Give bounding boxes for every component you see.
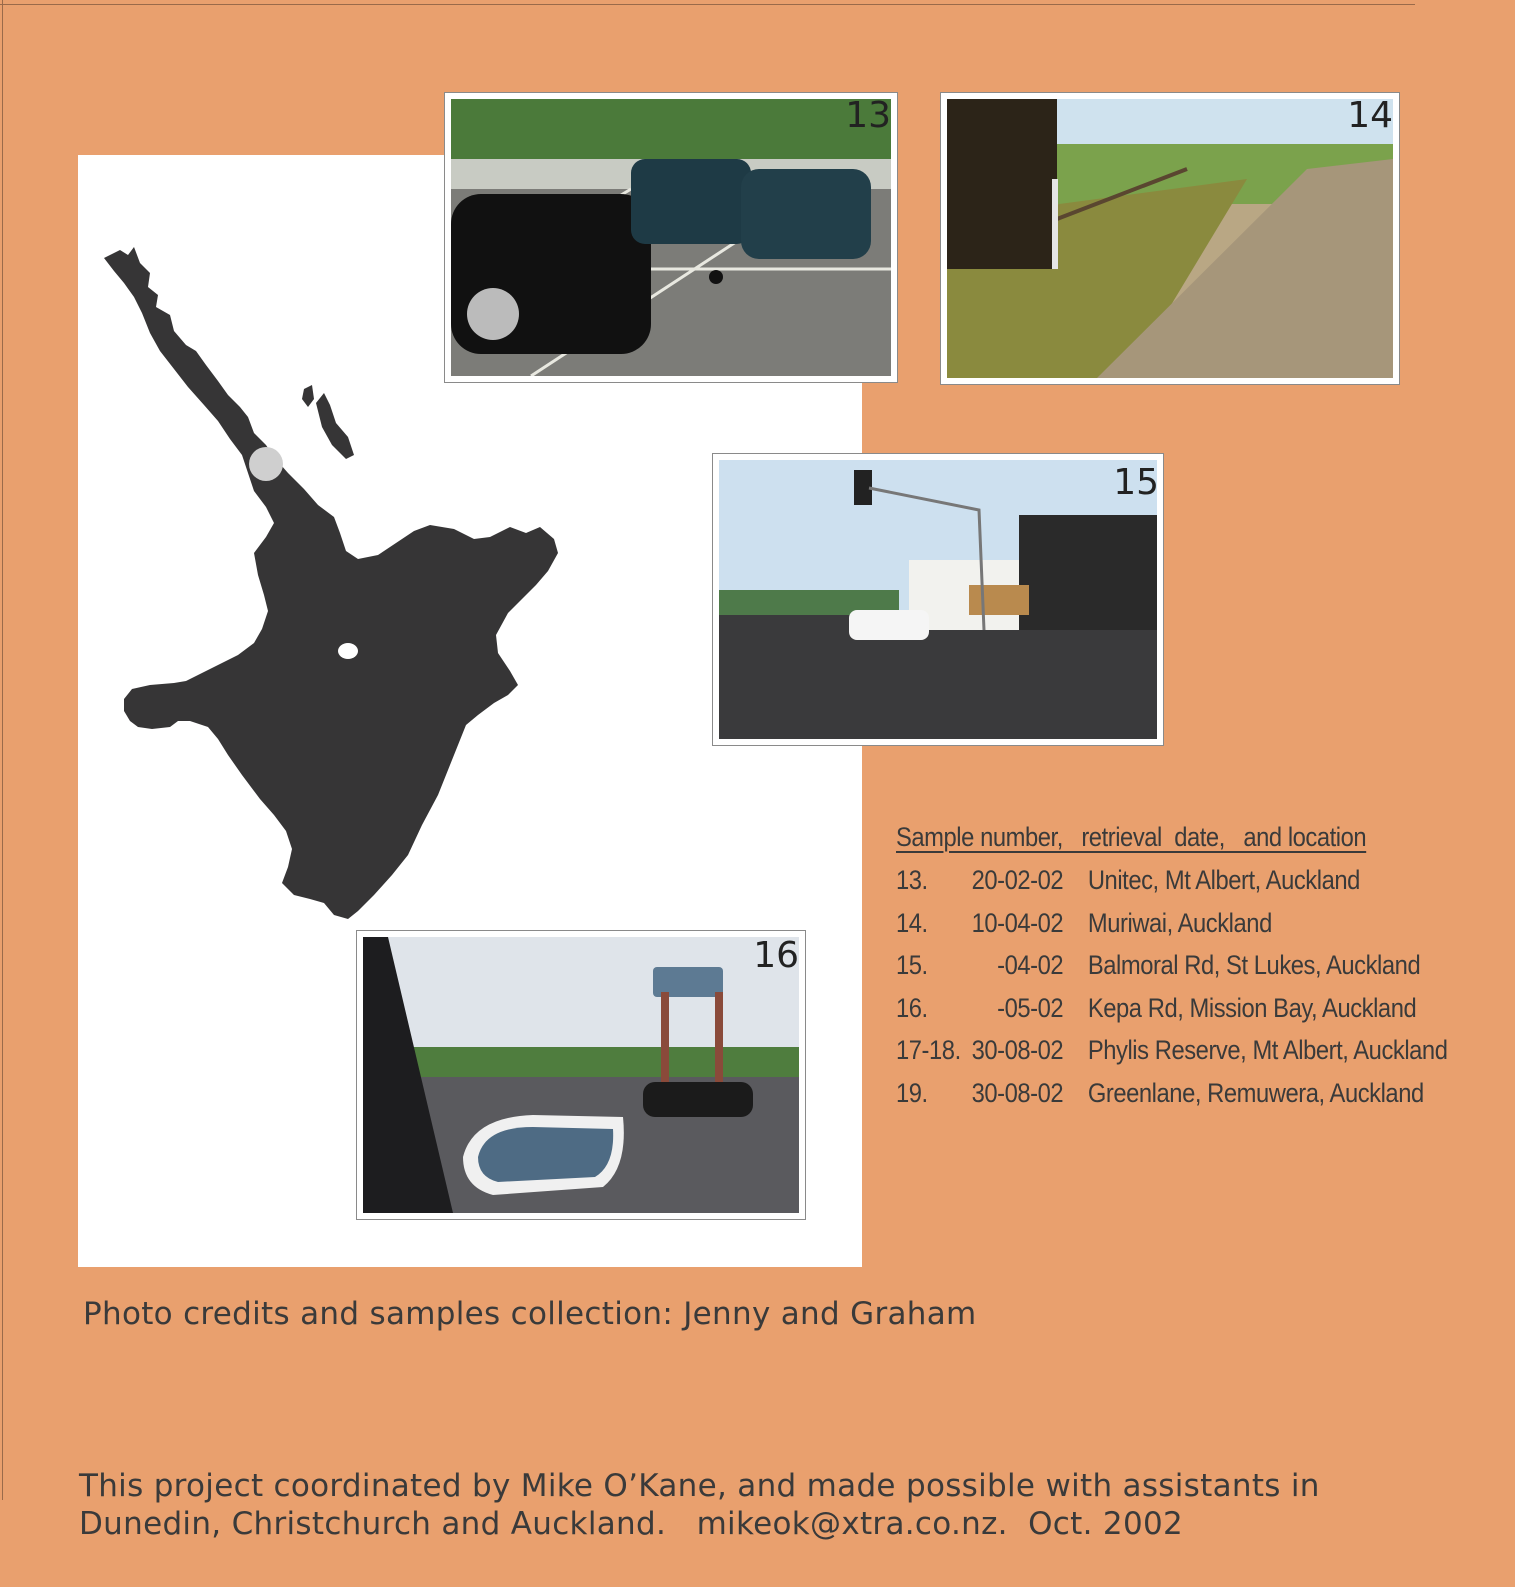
retrieval-date: 10-04-02 bbox=[971, 907, 1064, 938]
location-marker bbox=[249, 447, 283, 481]
sample-number: 13. bbox=[896, 865, 928, 895]
table-row bbox=[896, 1072, 1447, 1115]
retrieval-date: -05-02 bbox=[997, 992, 1064, 1023]
footer-line-2: Dunedin, Christchurch and Auckland. mikeok@xtra.co.nz. Oct. 2002 bbox=[79, 1506, 1184, 1542]
photo-16 bbox=[356, 930, 806, 1220]
table-row bbox=[896, 1029, 1447, 1072]
sample-number: 15. bbox=[896, 950, 928, 980]
retrieval-date: 20-02-02 bbox=[971, 865, 1064, 895]
retrieval-date: -04-02 bbox=[997, 950, 1064, 980]
footer bbox=[79, 1467, 1320, 1543]
table-header: Sample number, retrieval date, and location bbox=[896, 822, 1367, 852]
top-rule bbox=[0, 4, 1415, 5]
location: Phylis Reserve, Mt Albert, Auckland bbox=[1087, 1035, 1448, 1065]
sample-number: 16. bbox=[896, 992, 928, 1023]
location: Kepa Rd, Mission Bay, Auckland bbox=[1087, 992, 1417, 1023]
photo-number-13: 13 bbox=[845, 95, 891, 136]
photo-13 bbox=[444, 92, 898, 383]
photo-number-15: 15 bbox=[1113, 462, 1159, 503]
retrieval-date: 30-08-02 bbox=[971, 1035, 1064, 1065]
table-row bbox=[896, 902, 1447, 945]
sample-number: 19. bbox=[896, 1077, 928, 1108]
photo-15 bbox=[712, 453, 1164, 746]
table-row bbox=[896, 944, 1447, 987]
retrieval-date: 30-08-02 bbox=[971, 1077, 1064, 1108]
table-row bbox=[896, 987, 1447, 1030]
location: Balmoral Rd, St Lukes, Auckland bbox=[1087, 950, 1421, 980]
photo-14 bbox=[940, 92, 1400, 385]
left-rule bbox=[2, 0, 3, 1500]
photo-credits: Photo credits and samples collection: Jenny and Graham bbox=[83, 1296, 977, 1332]
rural-road-photo-icon bbox=[947, 99, 1393, 378]
sample-number: 14. bbox=[896, 907, 928, 938]
location: Unitec, Mt Albert, Auckland bbox=[1087, 865, 1360, 895]
parking-lot-photo-icon bbox=[451, 99, 891, 376]
sample-number: 17-18. bbox=[896, 1035, 961, 1065]
car-mirror-photo-icon bbox=[363, 937, 799, 1213]
footer-line-1: This project coordinated by Mike O’Kane, and made possible with assistants in bbox=[79, 1468, 1320, 1504]
table-row bbox=[896, 859, 1447, 902]
location: Muriwai, Auckland bbox=[1087, 907, 1272, 938]
photo-number-14: 14 bbox=[1347, 95, 1393, 136]
street-intersection-photo-icon bbox=[719, 460, 1157, 739]
photo-number-16: 16 bbox=[753, 935, 799, 976]
sample-table bbox=[896, 822, 1447, 1114]
location: Greenlane, Remuwera, Auckland bbox=[1087, 1077, 1424, 1108]
